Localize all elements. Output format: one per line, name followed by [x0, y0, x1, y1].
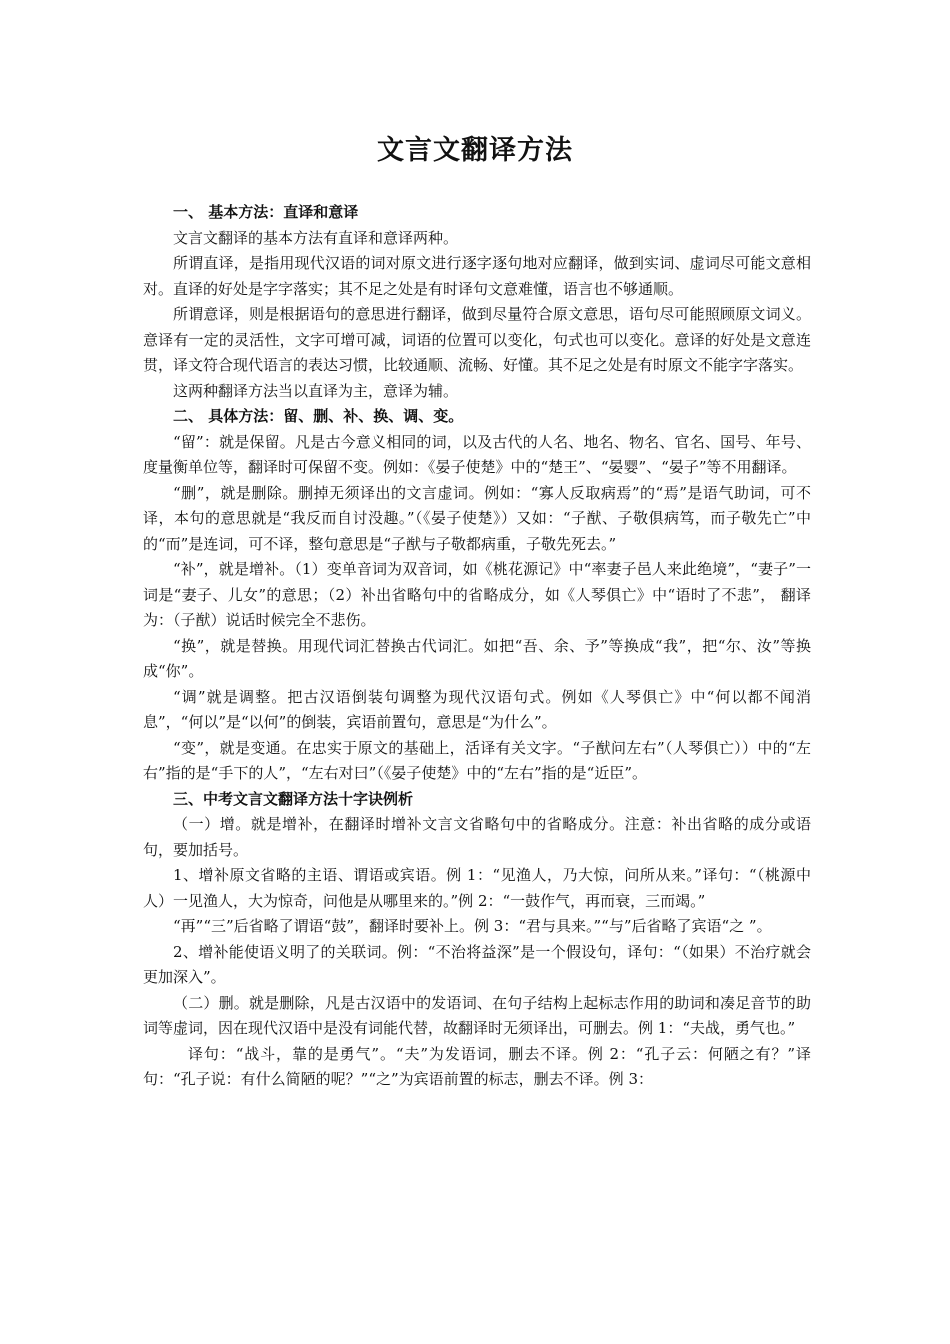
paragraph: 所谓直译，是指用现代汉语的词对原文进行逐字逐句地对应翻译，做到实词、虚词尽可能文意相对。直译的好处是字字落实；其不足之处是有时译句文意难懂，语言也不够通顺。: [143, 254, 811, 298]
paragraph: “调”就是调整。把古汉语倒装句调整为现代汉语句式。例如《人琴俱亡》中“何以都不闻消息”，“何以”是“以何”的倒装，宾语前置句，意思是“为什么”。: [143, 687, 811, 731]
paragraph: 2、增补能使语义明了的关联词。例：“不治将益深”是一个假设句，译句：“（如果）不治疗就会更加深入”。: [143, 942, 811, 986]
paragraph: 所谓意译，则是根据语句的意思进行翻译，做到尽量符合原文意思，语句尽可能照顾原文词义。意译有一定的灵活性，文字可增可减，词语的位置可以变化，句式也可以变化。意译的好处是文意连贯，译文符合现代语言的表达习惯，比较通顺、流畅、好懂。其不足之处是有时原文不能字字落实。: [143, 305, 811, 374]
paragraph: “换”，就是替换。用现代词汇替换古代词汇。如把“吾、余、予”等换成“我”，把“尔、汝”等换成“你”。: [143, 636, 811, 680]
paragraph: （一）增。就是增补，在翻译时增补文言文省略句中的省略成分。注意：补出省略的成分或语句，要加括号。: [143, 815, 811, 859]
section-heading-basic-methods: 一、 基本方法：直译和意译: [173, 203, 359, 221]
paragraph: 这两种翻译方法当以直译为主，意译为辅。: [173, 381, 459, 400]
document-body: [143, 200, 811, 1093]
paragraph: 文言文翻译的基本方法有直译和意译两种。: [173, 228, 459, 247]
paragraph: “留”：就是保留。凡是古今意义相同的词，以及古代的人名、地名、物名、官名、国号、年号、度量衡单位等，翻译时可保留不变。例如：《晏子使楚》中的“楚王”、“晏婴”、“晏子”等不用翻译。: [143, 432, 811, 476]
page-title: 文言文翻译方法: [377, 135, 573, 166]
section-heading-ten-character-formula: 三、中考文言文翻译方法十字诀例析: [173, 789, 414, 808]
paragraph: 译句：“战斗，靠的是勇气”。“夫”为发语词，删去不译。例 2：“孔子云：何陋之有？”译句：“孔子说：有什么简陋的呢？”“之”为宾语前置的标志，删去不译。例 3：: [143, 1044, 811, 1088]
section-heading-specific-methods: 二、 具体方法：留、删、补、换、调、变。: [173, 407, 464, 425]
paragraph: “再”“三”后省略了谓语“鼓”，翻译时要补上。例 3：“君与具来。”“与”后省略了宾语“之 ”。: [173, 917, 772, 935]
paragraph: “补”，就是增补。（1）变单音词为双音词，如《桃花源记》中“率妻子邑人来此绝境”，“妻子”一词是“妻子、儿女”的意思；（2）补出省略句中的省略成分，如《人琴俱亡》中“语时了不悲”， 翻译为：（子猷）说话时候完全不悲伤。: [143, 560, 811, 629]
paragraph: “删”，就是删除。删掉无须译出的文言虚词。例如：“寡人反取病焉”的“焉”是语气助词，可不译，本句的意思就是“我反而自讨没趣。”（《晏子使楚》）又如：“子猷、子敬俱病笃，而子敬先亡”中的“而”是连词，可不译，整句意思是“子猷与子敬都病重，子敬先死去。”: [143, 483, 811, 553]
paragraph: 1、增补原文省略的主语、谓语或宾语。例 1：“见渔人，乃大惊，问所从来。”译句：“（桃源中人）一见渔人，大为惊奇，问他是从哪里来的。”例 2：“一鼓作气，再而衰，三而竭。”: [143, 866, 811, 910]
paragraph: （二）删。就是删除，凡是古汉语中的发语词、在句子结构上起标志作用的助词和凑足音节的助词等虚词，因在现代汉语中是没有词能代替，故翻译时无须译出，可删去。例 1：“夫战，勇气也。”: [143, 993, 811, 1037]
paragraph: “变”，就是变通。在忠实于原文的基础上，活译有关文字。“子猷问左右”（人琴俱亡））中的“左右”指的是“手下的人”，“左右对曰”（《晏子使楚》中的“左右”指的是“近臣”。: [143, 738, 811, 782]
